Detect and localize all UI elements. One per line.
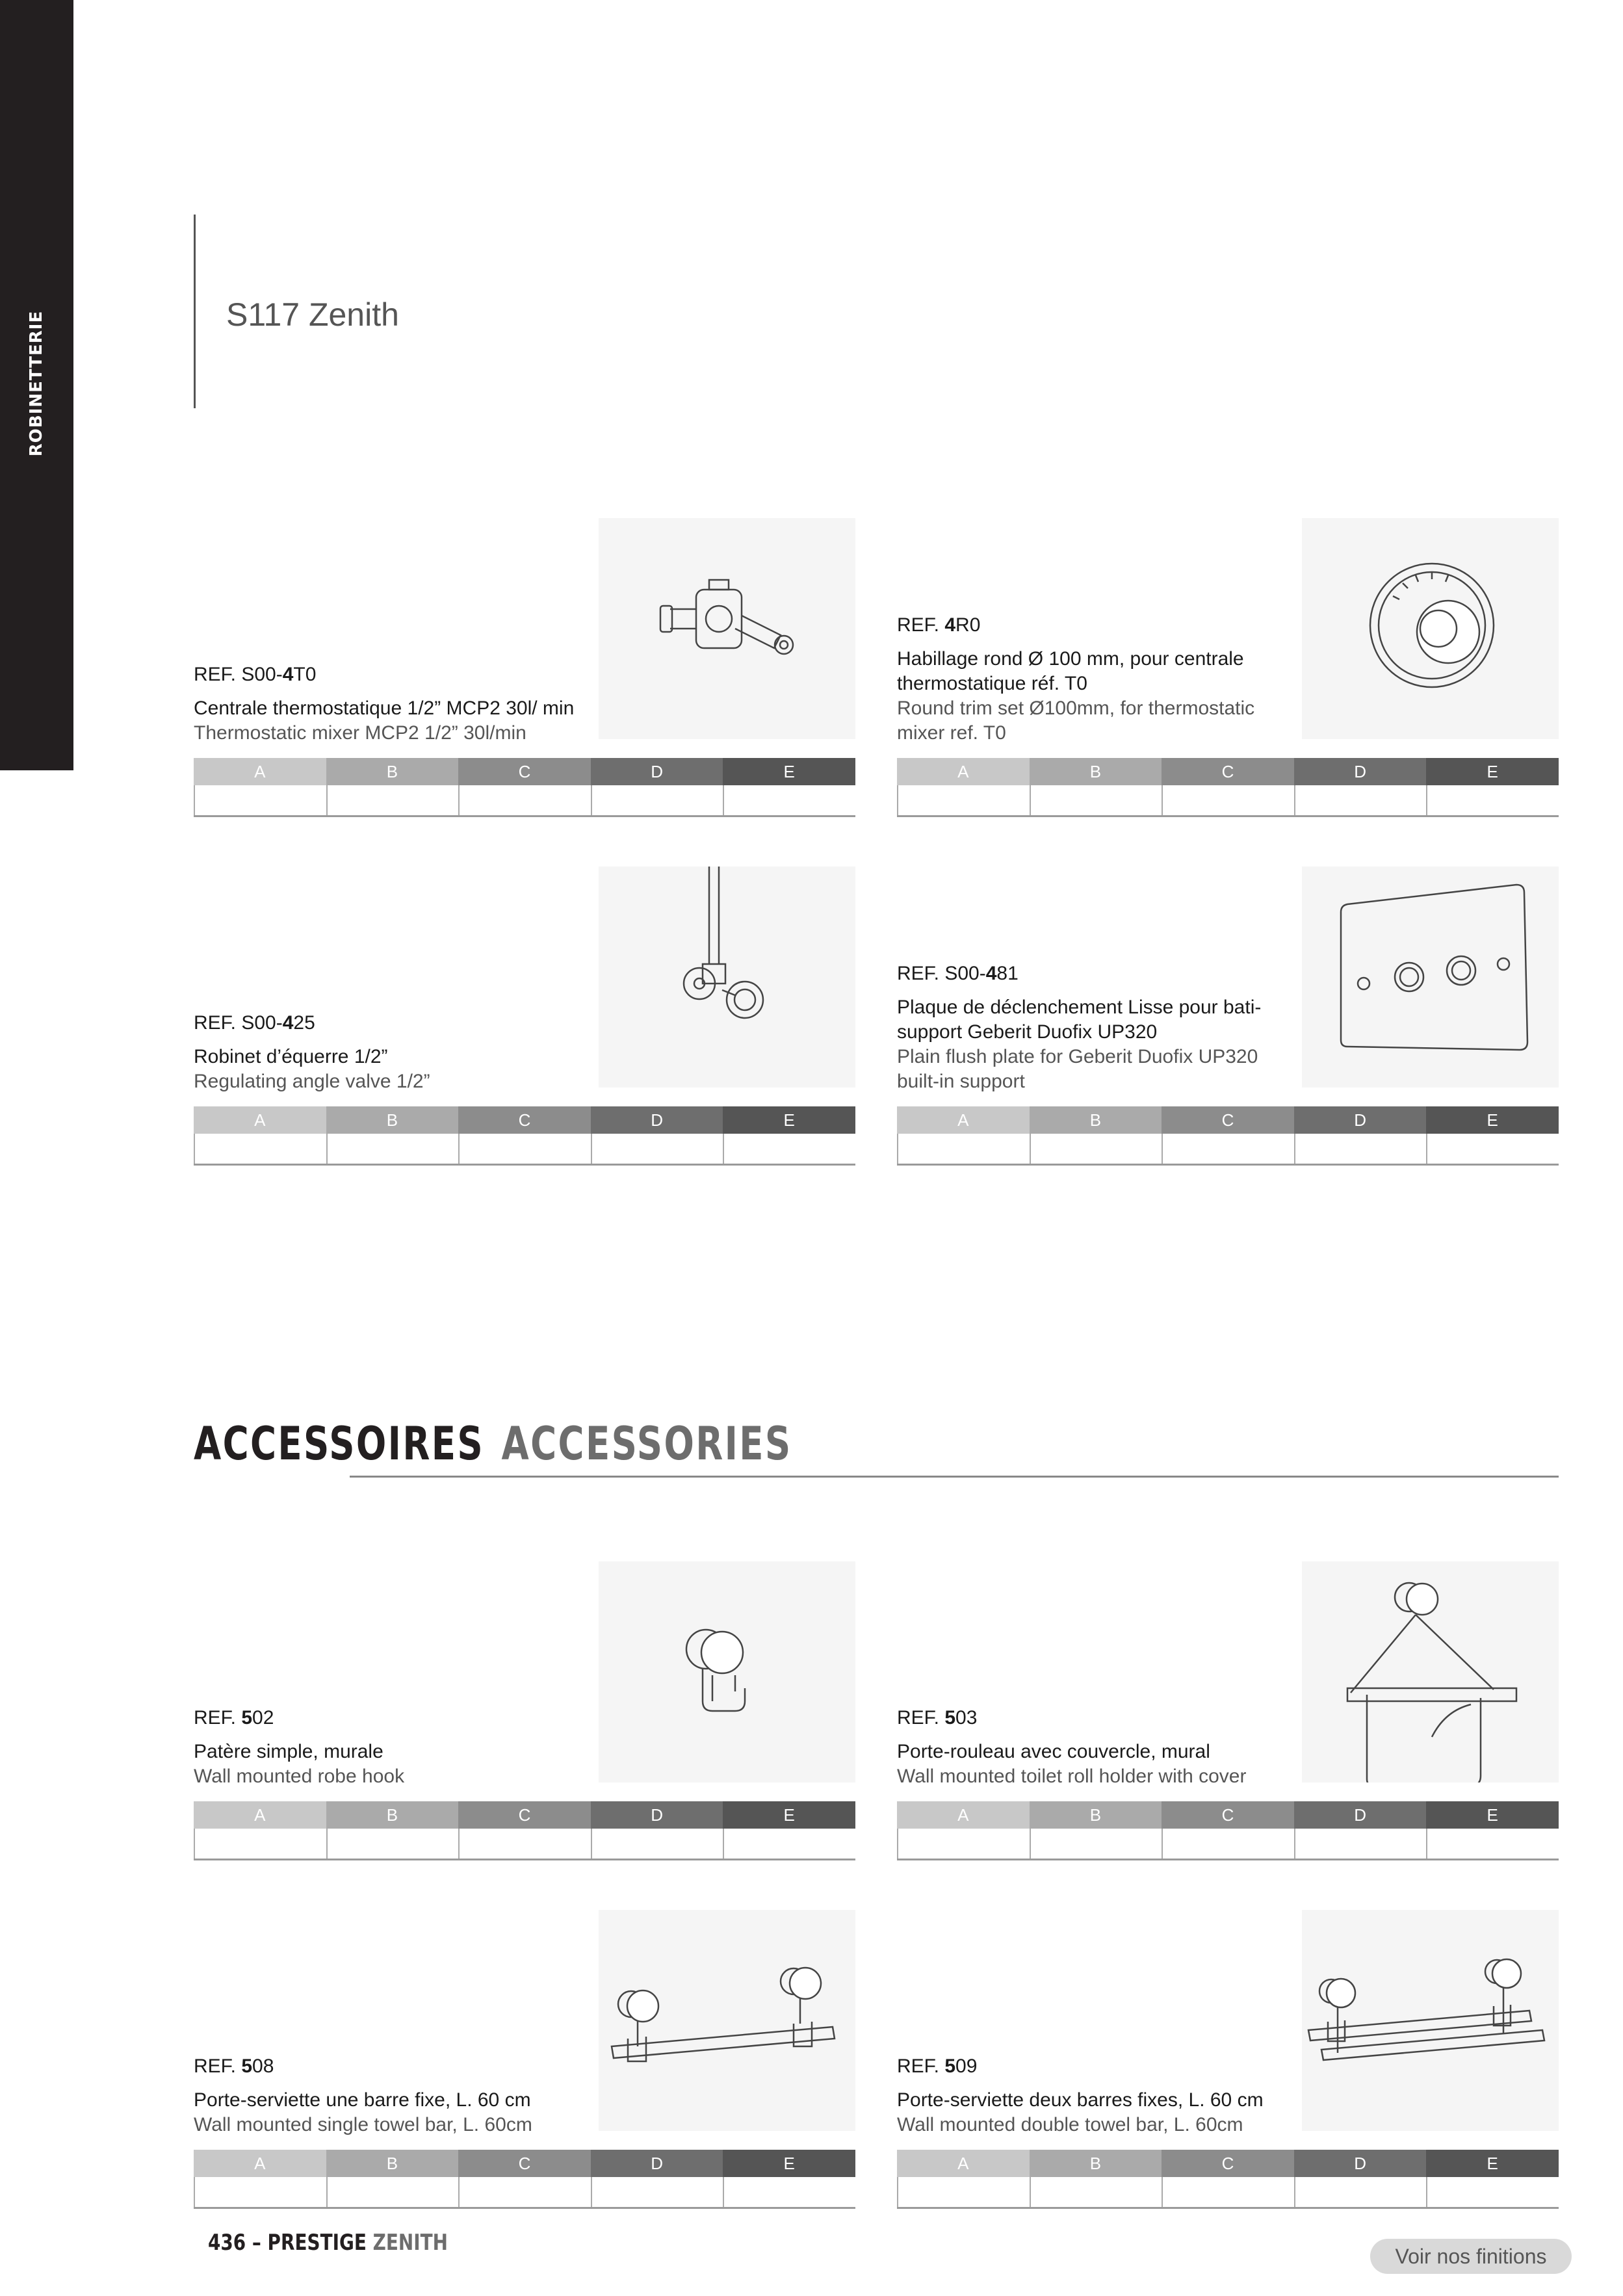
finish-cell-b[interactable] — [1030, 1829, 1162, 1859]
product-ref — [897, 961, 1300, 986]
finish-cell-b[interactable] — [326, 785, 459, 815]
ref-bold: 4 — [985, 963, 997, 984]
ref-bold: 4 — [282, 1012, 294, 1034]
product-name-fr: Habillage rond Ø 100 mm, pour centrale thermostatique réf. T0 — [897, 648, 1244, 694]
product-card — [897, 867, 1559, 1166]
finish-header-c: C — [458, 2150, 591, 2177]
ref-suffix: 25 — [293, 1012, 315, 1034]
product-name-fr: Centrale thermostatique 1/2” MCP2 30l/ min — [194, 698, 575, 719]
product-name-en: Plain flush plate for Geberit Duofix UP320 built-in support — [897, 1046, 1258, 1092]
finish-table — [194, 1801, 855, 1860]
product-ref — [194, 662, 597, 687]
product-ref — [897, 613, 1300, 638]
product-text — [194, 2054, 597, 2137]
accessories-heading — [194, 1417, 792, 1470]
finish-header-a: A — [194, 1106, 326, 1134]
finish-table-header — [897, 758, 1559, 785]
product-text — [897, 613, 1300, 746]
finish-cell-e[interactable] — [1426, 1134, 1559, 1164]
ref-bold: 5 — [944, 2055, 956, 2077]
product-text — [897, 1706, 1300, 1789]
finish-cell-b[interactable] — [326, 2177, 459, 2207]
product-name-en: Round trim set Ø100mm, for thermostatic mixer ref. T0 — [897, 698, 1255, 744]
finish-table — [194, 1106, 855, 1166]
finish-cell-d[interactable] — [591, 1134, 723, 1164]
finish-header-b: B — [1030, 758, 1162, 785]
view-finishes-button[interactable]: Voir nos finitions — [1370, 2239, 1572, 2274]
accessories-rule — [350, 1476, 1559, 1478]
product-image — [1302, 518, 1559, 739]
ref-suffix: 81 — [996, 963, 1019, 984]
finish-cell-c[interactable] — [458, 1134, 591, 1164]
ref-suffix: R0 — [955, 614, 981, 636]
finish-header-e: E — [1426, 2150, 1559, 2177]
finish-cell-d[interactable] — [591, 2177, 723, 2207]
accessories-heading-en: ACCESSORIES — [501, 1417, 792, 1470]
thermostatic-mixer-icon — [599, 518, 855, 739]
product-text — [897, 961, 1300, 1094]
double-towel-bar-icon — [1302, 1910, 1559, 2131]
product-ref — [194, 1706, 597, 1730]
page-number: 436 – PRESTIGE — [208, 2230, 367, 2256]
product-name-en: Wall mounted toilet roll holder with cover — [897, 1766, 1247, 1787]
finish-header-a: A — [897, 1801, 1030, 1829]
sidebar-label: ROBINETTERIE — [27, 310, 46, 457]
finish-cell-a[interactable] — [194, 2177, 326, 2207]
finish-header-a: A — [897, 758, 1030, 785]
finish-table-row — [194, 785, 855, 815]
finish-header-a: A — [897, 1106, 1030, 1134]
accessories-heading-fr: ACCESSOIRES — [194, 1417, 485, 1470]
finish-cell-a[interactable] — [194, 1829, 326, 1859]
ref-prefix: REF. — [194, 2055, 242, 2077]
finish-header-e: E — [1426, 1106, 1559, 1134]
finish-header-b: B — [1030, 1801, 1162, 1829]
finish-cell-e[interactable] — [1426, 1829, 1559, 1859]
angle-valve-icon — [599, 867, 855, 1088]
finish-cell-d[interactable] — [591, 1829, 723, 1859]
finish-table-row — [897, 785, 1559, 815]
product-image — [599, 867, 855, 1088]
finish-cell-e[interactable] — [1426, 2177, 1559, 2207]
finish-table-header — [897, 2150, 1559, 2177]
finish-header-c: C — [458, 758, 591, 785]
finish-cell-c[interactable] — [1162, 785, 1294, 815]
finish-table — [194, 758, 855, 817]
finish-header-c: C — [1162, 1106, 1294, 1134]
ref-bold: 4 — [944, 614, 956, 636]
finish-header-b: B — [326, 758, 459, 785]
finish-cell-c[interactable] — [458, 785, 591, 815]
product-card — [194, 518, 855, 817]
finish-table — [897, 2150, 1559, 2209]
round-trim-icon — [1302, 518, 1559, 739]
finish-header-c: C — [1162, 758, 1294, 785]
finish-table-row — [897, 1134, 1559, 1164]
finish-cell-b[interactable] — [1030, 1134, 1162, 1164]
ref-suffix: T0 — [293, 664, 317, 685]
finish-header-d: D — [591, 2150, 723, 2177]
toilet-roll-holder-icon — [1302, 1561, 1559, 1782]
ref-prefix: REF. — [897, 614, 945, 636]
finish-header-b: B — [326, 2150, 459, 2177]
finish-header-a: A — [194, 758, 326, 785]
product-name-fr: Porte-serviette deux barres fixes, L. 60 cm — [897, 2089, 1264, 2111]
finish-table — [194, 2150, 855, 2209]
finish-cell-b[interactable] — [1030, 785, 1162, 815]
collection-name: ZENITH — [372, 2230, 448, 2256]
product-text — [194, 1011, 597, 1094]
finish-header-b: B — [326, 1801, 459, 1829]
finish-header-c: C — [1162, 2150, 1294, 2177]
finish-cell-a[interactable] — [194, 1134, 326, 1164]
product-image — [599, 518, 855, 739]
finish-cell-d[interactable] — [591, 785, 723, 815]
product-card — [897, 1910, 1559, 2209]
product-name-fr: Porte-rouleau avec couvercle, mural — [897, 1741, 1210, 1762]
finish-cell-c[interactable] — [1162, 1829, 1294, 1859]
product-name-fr: Robinet d’équerre 1/2” — [194, 1046, 388, 1067]
ref-prefix: REF. — [897, 1707, 945, 1729]
finish-header-d: D — [1294, 758, 1427, 785]
product-image — [1302, 867, 1559, 1088]
finish-header-e: E — [1426, 1801, 1559, 1829]
finish-header-a: A — [194, 1801, 326, 1829]
finish-header-c: C — [458, 1801, 591, 1829]
finish-cell-e[interactable] — [723, 1829, 855, 1859]
robe-hook-icon — [599, 1561, 855, 1782]
finish-table-header — [897, 1106, 1559, 1134]
sidebar-tab — [0, 0, 73, 770]
finish-cell-a[interactable] — [897, 1134, 1030, 1164]
product-card — [194, 1561, 855, 1860]
finish-cell-e[interactable] — [723, 1134, 855, 1164]
product-name-en: Wall mounted double towel bar, L. 60cm — [897, 2114, 1243, 2135]
ref-prefix: REF. — [897, 2055, 945, 2077]
finish-table-row — [194, 2177, 855, 2207]
finish-header-d: D — [591, 1801, 723, 1829]
product-card — [897, 1561, 1559, 1860]
finish-cell-d[interactable] — [1294, 1829, 1427, 1859]
product-image — [1302, 1561, 1559, 1782]
section-title: S117 Zenith — [226, 296, 399, 333]
finish-cell-e[interactable] — [1426, 785, 1559, 815]
ref-prefix: REF. — [194, 1707, 242, 1729]
finish-table-header — [194, 2150, 855, 2177]
ref-prefix: REF. S00- — [897, 963, 986, 984]
product-ref — [194, 1011, 597, 1036]
page-footer — [208, 2230, 448, 2256]
product-image — [599, 1910, 855, 2131]
finish-cell-c[interactable] — [458, 2177, 591, 2207]
finish-cell-c[interactable] — [458, 1829, 591, 1859]
finish-cell-a[interactable] — [897, 785, 1030, 815]
flush-plate-icon — [1302, 867, 1559, 1088]
finish-table-header — [897, 1801, 1559, 1829]
finish-table — [897, 758, 1559, 817]
finish-header-b: B — [326, 1106, 459, 1134]
finish-cell-e[interactable] — [723, 2177, 855, 2207]
finish-header-e: E — [723, 1801, 855, 1829]
finish-header-e: E — [723, 1106, 855, 1134]
finish-table — [897, 1801, 1559, 1860]
finish-cell-d[interactable] — [1294, 785, 1427, 815]
finish-header-d: D — [591, 758, 723, 785]
product-image — [1302, 1910, 1559, 2131]
product-name-en: Regulating angle valve 1/2” — [194, 1071, 430, 1092]
finish-table-header — [194, 1106, 855, 1134]
finish-cell-b[interactable] — [326, 1829, 459, 1859]
finish-header-b: B — [1030, 1106, 1162, 1134]
product-name-en: Thermostatic mixer MCP2 1/2” 30l/min — [194, 722, 526, 744]
finish-header-a: A — [194, 2150, 326, 2177]
finish-cell-d[interactable] — [1294, 1134, 1427, 1164]
product-text — [897, 2054, 1300, 2137]
finish-header-e: E — [723, 758, 855, 785]
finish-table-row — [194, 1134, 855, 1164]
finish-cell-c[interactable] — [1162, 1134, 1294, 1164]
finish-cell-b[interactable] — [1030, 2177, 1162, 2207]
finish-cell-c[interactable] — [1162, 2177, 1294, 2207]
product-name-fr: Patère simple, murale — [194, 1741, 383, 1762]
finish-header-d: D — [1294, 1801, 1427, 1829]
single-towel-bar-icon — [599, 1910, 855, 2131]
ref-bold: 5 — [241, 2055, 253, 2077]
finish-table-row — [194, 1829, 855, 1859]
product-name-fr: Plaque de déclenchement Lisse pour bati-support Geberit Duofix UP320 — [897, 997, 1262, 1043]
ref-bold: 5 — [944, 1707, 956, 1729]
ref-prefix: REF. S00- — [194, 1012, 283, 1034]
finish-cell-b[interactable] — [326, 1134, 459, 1164]
finish-cell-a[interactable] — [897, 2177, 1030, 2207]
ref-bold: 5 — [241, 1707, 253, 1729]
ref-suffix: 08 — [252, 2055, 274, 2077]
finish-table-row — [897, 2177, 1559, 2207]
product-card — [194, 867, 855, 1166]
finish-header-c: C — [1162, 1801, 1294, 1829]
product-ref — [897, 1706, 1300, 1730]
finish-cell-a[interactable] — [897, 1829, 1030, 1859]
product-card — [897, 518, 1559, 817]
finish-header-e: E — [1426, 758, 1559, 785]
ref-suffix: 02 — [252, 1707, 274, 1729]
finish-table-row — [897, 1829, 1559, 1859]
finish-header-d: D — [1294, 2150, 1427, 2177]
product-text — [194, 662, 597, 746]
ref-bold: 4 — [282, 664, 294, 685]
finish-table-header — [194, 1801, 855, 1829]
ref-suffix: 03 — [955, 1707, 978, 1729]
finish-table — [897, 1106, 1559, 1166]
finish-header-d: D — [591, 1106, 723, 1134]
ref-suffix: 09 — [955, 2055, 978, 2077]
finish-header-e: E — [723, 2150, 855, 2177]
finish-cell-a[interactable] — [194, 785, 326, 815]
finish-table-header — [194, 758, 855, 785]
product-name-fr: Porte-serviette une barre fixe, L. 60 cm — [194, 2089, 531, 2111]
finish-cell-e[interactable] — [723, 785, 855, 815]
ref-prefix: REF. S00- — [194, 664, 283, 685]
title-rule — [194, 215, 196, 408]
finish-cell-d[interactable] — [1294, 2177, 1427, 2207]
finish-header-c: C — [458, 1106, 591, 1134]
product-ref — [194, 2054, 597, 2079]
product-text — [194, 1706, 597, 1789]
finish-header-b: B — [1030, 2150, 1162, 2177]
finish-header-d: D — [1294, 1106, 1427, 1134]
finish-header-a: A — [897, 2150, 1030, 2177]
product-name-en: Wall mounted robe hook — [194, 1766, 405, 1787]
product-name-en: Wall mounted single towel bar, L. 60cm — [194, 2114, 532, 2135]
product-ref — [897, 2054, 1300, 2079]
product-image — [599, 1561, 855, 1782]
product-card — [194, 1910, 855, 2209]
